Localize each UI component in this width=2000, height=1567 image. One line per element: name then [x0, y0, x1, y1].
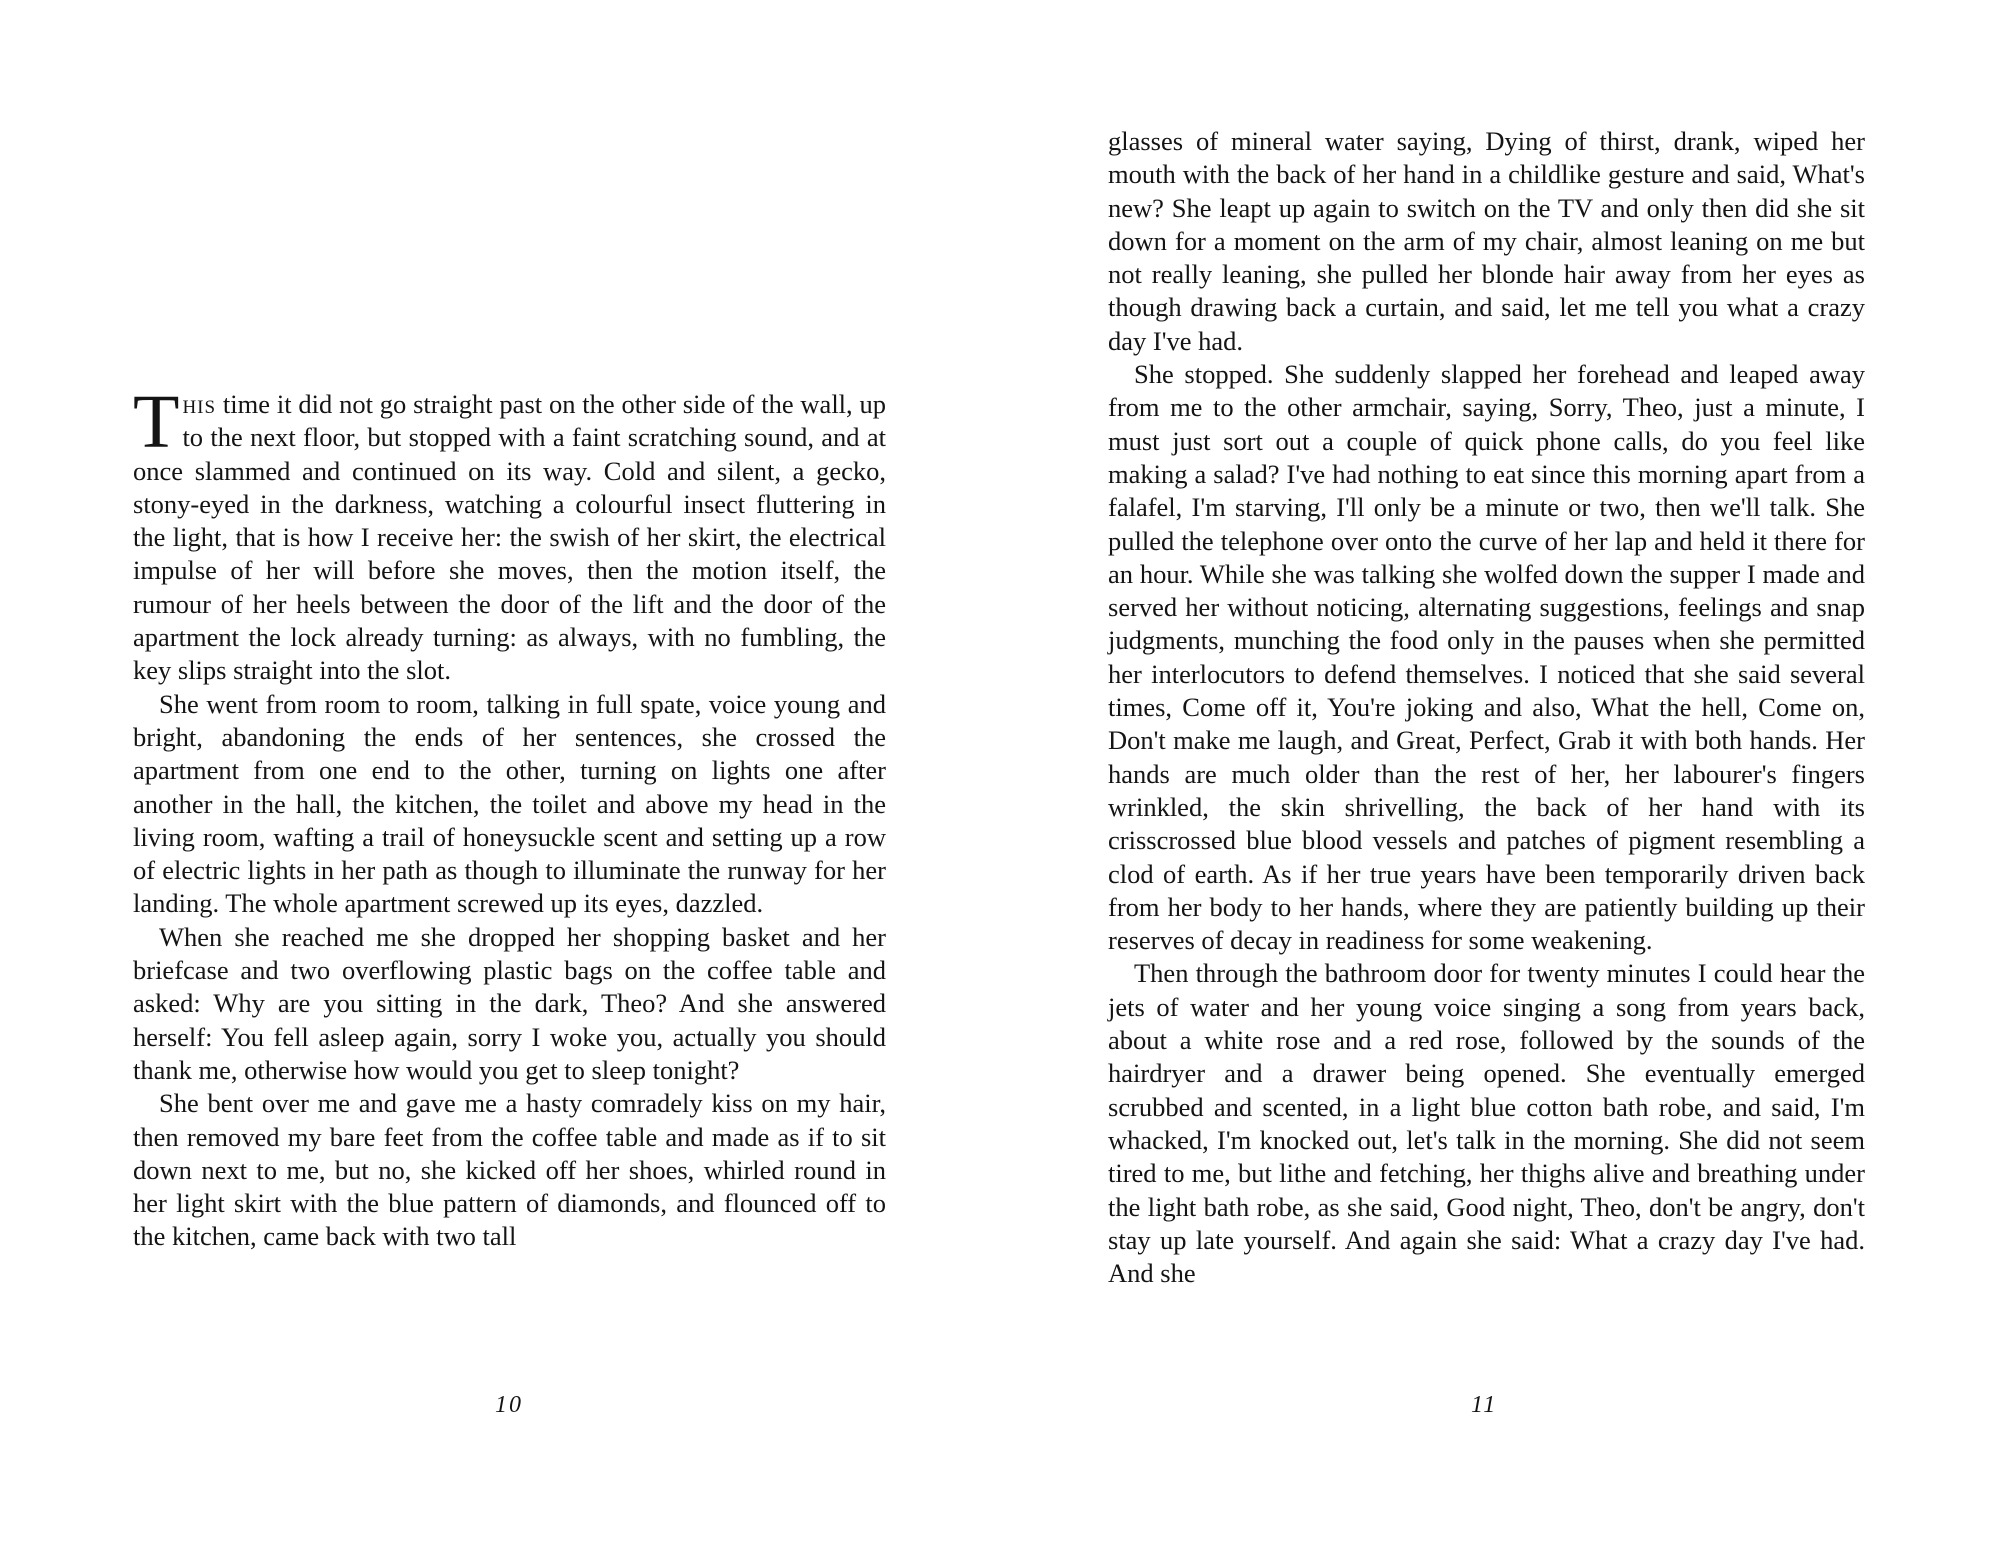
paragraph-3: Then through the bathroom door for twenty minutes I could hear the jets of water and her young voice singing a song from years back, about a white rose and a red rose, followed by the sounds of the hairdryer and a drawer being opened. She eventually emerged scrubbed and scented, in a light blue cotton bath robe, and said, I'm whacked, I'm knocked out, let's talk in the morning. She did not seem tired to me, but lithe and fetching, her thighs alive and breathing under the light bath robe, as she said, Good night, Theo, don't be angry, don't stay up late yourself. And again she said: What a crazy day I've had. And she [1108, 958, 1865, 1289]
opening-small-caps: his [182, 389, 217, 419]
paragraph-1-text: time it did not go straight past on the other side of the wall, up to the next floor, but stopped with a faint scratching sound, and at once slammed and continued on its way. Cold and silent, a gecko, stony-eyed in the darkness, watching a colourful insect fluttering in the light, that is how I receive her: the swish of her skirt, the electrical impulse of her will before she moves, then the motion itself, the rumour of her heels between the door of the lift and the door of the apartment the lock already turning: as always, with no fumbling, the key slips straight into the slot. [133, 389, 886, 686]
left-page-text [133, 380, 886, 1254]
paragraph-3: When she reached me she dropped her shopping basket and her briefcase and two overflowing plastic bags on the coffee table and asked: Why are you sitting in the dark, Theo? And she answered herself: You fell asleep again, sorry I woke you, actually you should thank me, otherwise how would you get to sleep tonight? [133, 921, 886, 1085]
drop-cap: T [133, 380, 180, 464]
paragraph-1 [133, 380, 886, 688]
paragraph-2: She went from room to room, talking in full spate, voice young and bright, abandoning the ends of her sentences, she crossed the apartment from one end to the other, turning on lights one after another in the hall, the kitchen, the toilet and above my head in the living room, wafting a trail of honeysuckle scent and setting up a row of electric lights in her path as though to illuminate the runway for her landing. The whole apartment screwed up its eyes, dazzled. [133, 688, 886, 919]
page-number: 10 [495, 1392, 523, 1418]
paragraph-1: glasses of mineral water saying, Dying of thirst, drank, wiped her mouth with the back of her hand in a childlike gesture and said, What's new? She leapt up again to switch on the TV and only then did she sit down for a moment on the arm of my chair, almost leaning on me but not really leaning, she pulled her blonde hair away from her eyes as though drawing back a curtain, and said, let me tell you what a crazy day I've had. [1108, 126, 1865, 356]
right-page [1000, 0, 2000, 1567]
paragraph-4: She bent over me and gave me a hasty comradely kiss on my hair, then removed my bare feet from the coffee table and made as if to sit down next to me, but no, she kicked off her shoes, whirled round in her light skirt with the blue pattern of diamonds, and flounced off to the kitchen, came back with two tall [133, 1088, 886, 1252]
right-page-text [1108, 125, 1865, 1290]
page-number: 11 [1471, 1392, 1498, 1418]
paragraph-2: She stopped. She suddenly slapped her forehead and leaped away from me to the other armchair, saying, Sorry, Theo, just a minute, I must just sort out a couple of quick phone calls, do you feel like making a salad? I've had nothing to eat since this morning apart from a falafel, I'm starving, I'll only be a minute or two, then we'll talk. She pulled the telephone over onto the curve of her lap and held it there for an hour. While she was talking she wolfed down the supper I made and served her without noticing, alternating suggestions, feelings and snap judgments, munching the food only in the pauses when she permitted her interlocutors to defend themselves. I noticed that she said several times, Come off it, You're joking and also, What the hell, Come on, Don't make me laugh, and Great, Perfect, Grab it with both hands. Her hands are much older than the rest of her, her labourer's fingers wrinkled, the skin shrivelling, the back of her hand with its crisscrossed blue blood vessels and patches of pigment resembling a clod of earth. As if her true years have been temporarily driven back from her body to her hands, where they are patiently building up their reserves of decay in readiness for some weakening. [1108, 359, 1865, 956]
